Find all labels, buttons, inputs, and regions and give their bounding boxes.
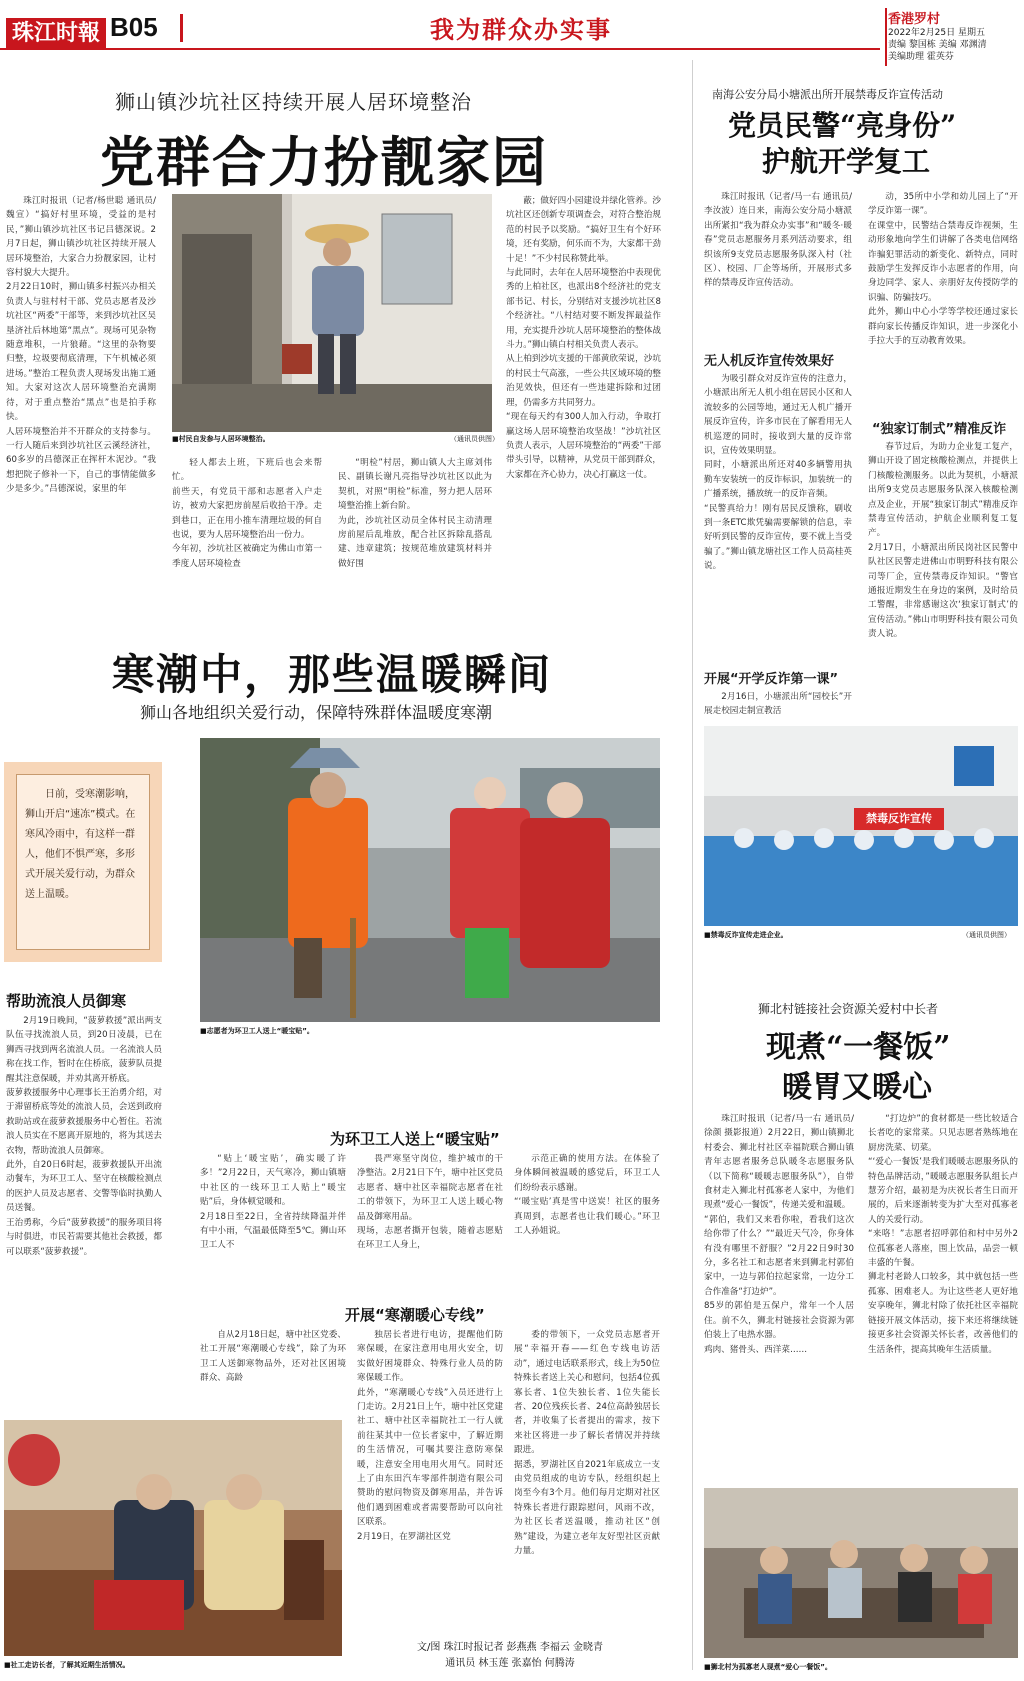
story2-sub3-column-2: [357, 1328, 503, 1624]
story4-photo-caption: ■狮北村为孤寡老人现煮“爱心一餐饭”。: [704, 1663, 832, 1671]
story2-sub2-column-1: [200, 1152, 346, 1300]
story1-col3-text: “明检”村居，狮山镇人大主席刘伟民、副镇长谢凡亮指导沙坑社区以此为契机，对照“明检”标准，努力把人居环境整治推上新台阶。 为此，沙坑社区动员全体村民主动清理房前屋后乱堆放，配合社区拆除乱搭乱建、违章建筑；按规范堆放建筑材料并做好围: [338, 458, 492, 569]
story2-pull-quote: 日前，受寒潮影响，狮山开启“速冻”模式。在寒风冷雨中，有这样一群人，他们不惧严寒，多形式开展关爱行动，为群众送上温暖。: [25, 789, 136, 900]
story3-kicker: 南海公安分局小塘派出所开展禁毒反诈宣传活动: [712, 88, 943, 101]
story4-column-1: [704, 1112, 854, 1482]
story3-sub3-text: 春节过后，为助力企业复工复产，狮山开设了固定核酸检测点，并提供上门核酸检测服务。以此为契机，小塘派出所9支党员志愿服务队深入核酸检测点及企业，开展“独家订制式”精准反诈禁毒宣传活动，护航企业顺利复工复产。 2月17日，小塘派出所民岗社区民警中队社区民警走进佛山市明野科技有限公司等厂企，宣传禁毒反诈知识。“警官通报近期发生在身边的案例，及时给员工警醒，非常感谢这次‘独家订制式’的宣传活动。”佛山市明野科技有限公司负责人说。: [868, 442, 1018, 640]
story2-sub3-title: 开展“寒潮暖心专线”: [345, 1306, 485, 1324]
story3-sub1-text: 为吸引群众对反诈宣传的注意力，小塘派出所无人机小组在居民小区和人流较多的公园等地，通过无人机广播开展反诈宣传，许多市民在了解看用无人机巡逻的同时，接收到大量的反诈常识，宣传效果明显。 同时，小塘派出所还对40多辆警用执勤车安装统一的反诈标识，加装统一的广播系统，播放统一的反诈音频。 “民警真给力！刚有居民反馈称，刷收到一条ETC欺凭骗需要解锁的信息，幸好听到民警的反诈宣传，要不就上当受骗了。”狮山镇龙塘社区工作人员高桂英说。: [704, 374, 852, 572]
story2-sub1-title: 帮助流浪人员御寒: [6, 992, 127, 1010]
story1-column-3: [338, 456, 492, 608]
story4-col1-text: 珠江时报讯（记者/马一右 通讯员/徐颜 摄影报道）2月22日，狮山镇狮北村委会、狮北村社区幸福院联合狮山镇青年志愿者服务总队暖冬志愿服务队（以下简称“暖暖志愿服务队”），自带食材走入狮北村孤寡老人家中，为他们现煮“爱心一餐饭”，传递关爱和温暖。 “郭伯，我们又来看你啦，看我们这次给你带了什么？”“最近天气冷，你身体有没有哪里不舒服？”2月22日9时30分，多名社工和志愿者来到狮北村郭伯家中，一边与郭伯拉起家常，一边分工合作准备“打边炉”。 85岁的郭伯是五保户，常年一个人居住。前不久，狮北村链接社会资源为郭伯装上了电热水器。 鸡肉、猪骨头、西洋菜……: [704, 1114, 854, 1355]
masthead-rule: [0, 48, 880, 50]
masthead-divider: [180, 14, 183, 42]
story2-bottom-photo-caption: ■社工走访长者，了解其近期生活情况。: [4, 1661, 130, 1669]
story2-sub2-col1-text: “贴上‘暖宝贴’，确实暖了许多！”2月22日，天气寒冷，狮山镇塘中社区的一线环卫工人贴上“暖宝贴”后，身体顿觉暖和。 2月18日至22日，全省持续降温并伴有中小雨，气温最低降至5℃。狮山环卫工人不: [200, 1154, 346, 1251]
story1-col2-text: 轻人都去上班，下班后也会来帮忙。 前些天，有党员干部和志愿者入户走访，被劝大家把房前屋后收拾干净。走到巷口，正在用小推车清理垃圾的何自也说，要为人居环境整治出一份力。 今年初，沙坑社区被确定为佛山市第一季度人居环境检查: [172, 458, 322, 569]
story3-col2-text: 动，35所中小学和幼儿园上了“开学反诈第一课”。 在课堂中，民警结合禁毒反诈视频，生动形象地向学生们讲解了各类电信网络诈骗犯罪活动的新变化、新特点，同时鼓励学生发挥反诈小志愿者的作用，向身边同学、家人、亲朋好友传授防学的识骗、防骗技巧。 此外，狮山中心小学等学校还通过家长群向家长传播反诈知识，进一步深化小手拉大手的互动教育效果。: [868, 192, 1018, 347]
story2-sub1-body: [6, 1014, 162, 1416]
story3-photo-credit: （通讯员供图）: [962, 931, 1011, 939]
story3-photo-caption: ■禁毒反诈宣传走进企业。: [704, 931, 788, 939]
date-line: 2022年2月25日 星期五: [888, 28, 985, 38]
story2-bottom-photo: [4, 1420, 342, 1656]
story2-photo: [200, 738, 660, 1022]
story3-sub3-title: “独家订制式”精准反诈: [872, 422, 1007, 437]
column-topic: 我为群众办实事: [430, 15, 612, 44]
paper-logo-text: 珠江时報: [6, 18, 106, 48]
assistant-editor-line: 美编助理 霍英芬: [888, 52, 954, 62]
story4-photo: [704, 1488, 1018, 1658]
story3-sub2-body: [704, 690, 852, 718]
story4-headline-line-2: 暖胃又暖心: [782, 1070, 932, 1105]
story3-headline-line-2: 护航开学复工: [762, 145, 931, 178]
edition-logo: 香港罗村: [888, 12, 941, 27]
story1-column-1: [6, 194, 156, 608]
story1-headline: 党群合力扮靓家园: [100, 130, 548, 194]
story2-sub2-col2-text: 畏严寒坚守岗位，维护城市的干净整洁。2月21日下午，塘中社区党员志愿者、塘中社区幸福院志愿者在社工的带领下，为环卫工人送上暖心物品及御寒用品。 现场，志愿者撕开包装，随着志愿贴在环卫工人身上，: [357, 1154, 503, 1251]
section-divider: [692, 60, 693, 1670]
story1-column-4: [506, 194, 661, 608]
story2-subtitle: 狮山各地组织关爱行动，保障特殊群体温暖度寒潮: [140, 703, 493, 722]
story2-sub2-column-3: [514, 1152, 660, 1300]
story2-credits: [350, 1640, 670, 1672]
story3-photo-banner-text: 禁毒反诈宣传: [866, 812, 932, 825]
story3-sub1-body: [704, 372, 852, 662]
story4-kicker: 狮北村链接社会资源关爱村中长者: [758, 1002, 939, 1016]
story4-headline-line-1: 现煮“一餐饭”: [766, 1030, 951, 1065]
story2-headline: 寒潮中，那些温暖瞬间: [112, 650, 553, 699]
story2-sub3-column-1: [200, 1328, 346, 1418]
edition-block: [888, 8, 1018, 63]
story2-credits-line-2: 通讯员 林玉莲 张嘉怡 何腾涛: [445, 1658, 575, 1669]
story1-photo-caption: ■村民自发参与人居环境整治。: [172, 435, 270, 443]
story3-photo: [704, 726, 1018, 926]
story3-column-2: [868, 190, 1018, 408]
story2-sub3-column-3: [514, 1328, 660, 1624]
story3-sub1-title: 无人机反诈宣传效果好: [704, 354, 835, 369]
story1-col4-text: 蔽；做好四小园建设并绿化管养。沙坑社区还创新专项调查会，对符合整治规范的村民予以奖励。“搞好卫生有个好环境，还有奖励，何乐而不为，大家都干劲十足！”不少村民称赞此举。 与此同时，去年在人居环境整治中表现优秀的上柏社区，也派出8个经济社的党支部书记、村长，分别结对支援沙坑社区8个经济社。“八村结对要不断发挥最益作用，充实提升沙坑人居环境整治的整体战斗力。”狮山镇白村相关负责人表示。 从上柏到沙坑支援的干部黄欣荣说，沙坑的村民士气高涨，一些公共区域环境的整治见效快，但还有一些违建拆除和过团理，仍需多方共同努力。 “现在每天约有300人加入行动，争取打赢这场人居环境整治攻坚战！”沙坑社区负责人表示，人居环境整治的“两委”干部带头引导，以精神，从党员干部到群众，大家都在齐心协力，决心打赢这一仗。: [506, 196, 661, 480]
story2-sub3-col3-text: 委的带领下，一众党员志愿者开展“幸福开春——红色专线电访活动”，通过电话联系形式，线上为50位特殊长者送上关心和慰问，包括4位孤寡长者、1位失独长者、1位失能长者、20位残疾长者、24位高龄独居长者，并收集了长者提出的需求，按下来社区将进一步了解长者情况并持续跟进。 据悉，罗湖社区自2021年底成立一支由党员组成的电访专队，经组织起上岗至今有3个月。他们每月定期对社区特殊长者进行跟踪慰问，风雨不改，为社区长者送温暖，推动社区“创熟”建设，为建立老年友好型社区贡献力量。: [514, 1330, 660, 1557]
story2-sub2-column-2: [357, 1152, 503, 1300]
story3-sub2-title: 开展“开学反诈第一课”: [704, 672, 839, 687]
story2-photo-caption: ■志愿者为环卫工人送上“暖宝贴”。: [200, 1027, 314, 1035]
story2-pull-quote-box: [4, 762, 162, 962]
paper-logo: [6, 16, 106, 47]
story1-photo-credit: （通讯员供图）: [450, 435, 499, 443]
story3-sub3-body: [868, 440, 1018, 718]
story4-column-2: [868, 1112, 1018, 1482]
story3-lead-text: 珠江时报讯（记者/马一右 通讯员/李汝波）连日来，南海公安分局小塘派出所紧扣“我为群众办实事”和“暖冬·暖春”党员志愿服务月系列活动要求，组织该所9支党员志愿服务队深入村（社区）、校园、厂企等场所，开展形式多样的禁毒反诈宣传活动。: [704, 192, 852, 289]
story1-col1-text: 珠江时报讯（记者/杨世聪 通讯员/魏宣）“搞好村里环境，受益的是村民，”狮山镇沙坑社区书记吕德深说。2月7日起，狮山镇沙坑社区持续开展人居环境整治，大家合力扮靓家园，让村容村貌大大提升。 2月22日10时，狮山镇多村振兴办相关负责人与驻村村干部、党员志愿者及沙坑社区“两委”干部等，来到沙坑社区吴垦济社后林地第“黑点”。现场可见杂物随意堆积，一片狼藉。“这里的杂物要归整，垃圾要彻底清理，下午机械必须进场。”整治工程负责人现场发出施工通知。大家对这次人居环境整治充满期待，对于重点整治“黑点”也是拍手称快。 人居环境整治并不开群众的支持参与。一行人随后来到沙坑社区云溪经济社，60多岁的吕德深正在挥杆木泥沙。“我想把院子修补一下，自己的事情能做多少是多少。”吕德深说，家里的年: [6, 196, 156, 495]
edition-rule: [885, 8, 887, 66]
story2-sub3-col1-text: 自从2月18日起，塘中社区党委、社工开展“寒潮暖心专线”，除了为环卫工人送御寒物品外，还对社区困境群众、高龄: [200, 1330, 346, 1384]
story3-headline-line-1: 党员民警“亮身份”: [728, 109, 957, 142]
story1-photo: [172, 194, 492, 432]
story2-sub2-col3-text: 示范正确的使用方法。在体验了身体瞬间被温暖的感觉后，环卫工人们纷纷表示感谢。 “‘暖宝贴’真是雪中送炭！社区的服务真周到，志愿者也让我们暖心。”环卫工人孙姐说。: [514, 1154, 660, 1237]
page-number: B05: [110, 12, 158, 42]
story3-lead: [704, 190, 852, 340]
editor-line: 责编 黎国栋 美编 邓渊清: [888, 40, 987, 50]
story2-sub3-col2-text: 独居长者进行电访，提醒他们防寒保暖，在家注意用电用火安全，切实做好困境群众、特殊行业人员的防寒保暖工作。 此外，“寒潮暖心专线”入员还进行上门走访。2月21日上午，塘中社区党建社工、塘中社区幸福院社工一行人就前往某其中一位长者家中，了解近期的生活情况，可嘱其要注意防寒保暖，注意安全用电用火用气。同时还上了由东田汽车零部件制造有限公司赞助的慰问物资及御寒用品，并告诉他们遇到困难或者需要帮助可以向社区联系。 2月19日，在罗湖社区党: [357, 1330, 503, 1542]
story1-kicker: 狮山镇沙坑社区持续开展人居环境整治: [115, 90, 472, 114]
story3-sub2-text: 2月16日，小塘派出所“园校长”开展走校园走制宣教活: [704, 692, 852, 717]
story2-sub2-title: 为环卫工人送上“暖宝贴”: [330, 1130, 500, 1148]
story1-column-2: [172, 456, 322, 608]
story2-sub1-text: 2月19日晚间，“菠萝救援”派出两支队伍寻找流浪人员，到20日凌晨，已在狮西寻找到两名流浪人员。一名流浪人员称在找工作，暂时在住桥底，菠萝队员提醒其注意保暖，并劝其离开桥底。 菠萝救援服务中心理事长王治勇介绍，对于滞留桥底等处的流浪人员，会送到政府救助站或在菠萝救援服务中心暂住。若流浪人员实在不愿离开原地的，将为其送去衣物，帮助流浪人员御寒。 此外，自20日6时起，菠萝救援队开出流动餐车，为环卫工人、坚守在核酸检测点的医护人员及志愿者、交警等临时执勤人员送餐。 王治勇称，今后“菠萝救援”的服务项目将与时俱进，市民若需要其他社会救援，都可以联系“菠萝救援”。: [6, 1016, 162, 1257]
story4-col2-text: “打边炉”的食材都是一些比较适合长者吃的家常菜。只见志愿者熟练地在厨房洗菜、切菜。 “‘爱心一餐饭’是我们暖暖志愿服务队的特色品牌活动，”暖暖志愿服务队组长卢慧芳介绍，最初是为庆祝长者生日而开展的，后来逐渐转变为扩大至对孤寡老人的关爱行动。 “来咯！”志愿者招呼郭伯和村中另外2位孤寡老人落座，围上饮品，品尝一顿丰盛的午餐。 狮北村老龄人口较多，其中就包括一些孤寡、困难老人。为让这些老人更好地安享晚年，狮北村除了依托社区幸福院链接开展文体活动，接下来还将继续链接更多社会资源关怀长者，改善他们的生活条件，提高其晚年生活质量。: [868, 1114, 1018, 1355]
story2-credits-line-1: 文/图 珠江时报记者 彭燕燕 李福云 金晓青: [416, 1642, 604, 1653]
